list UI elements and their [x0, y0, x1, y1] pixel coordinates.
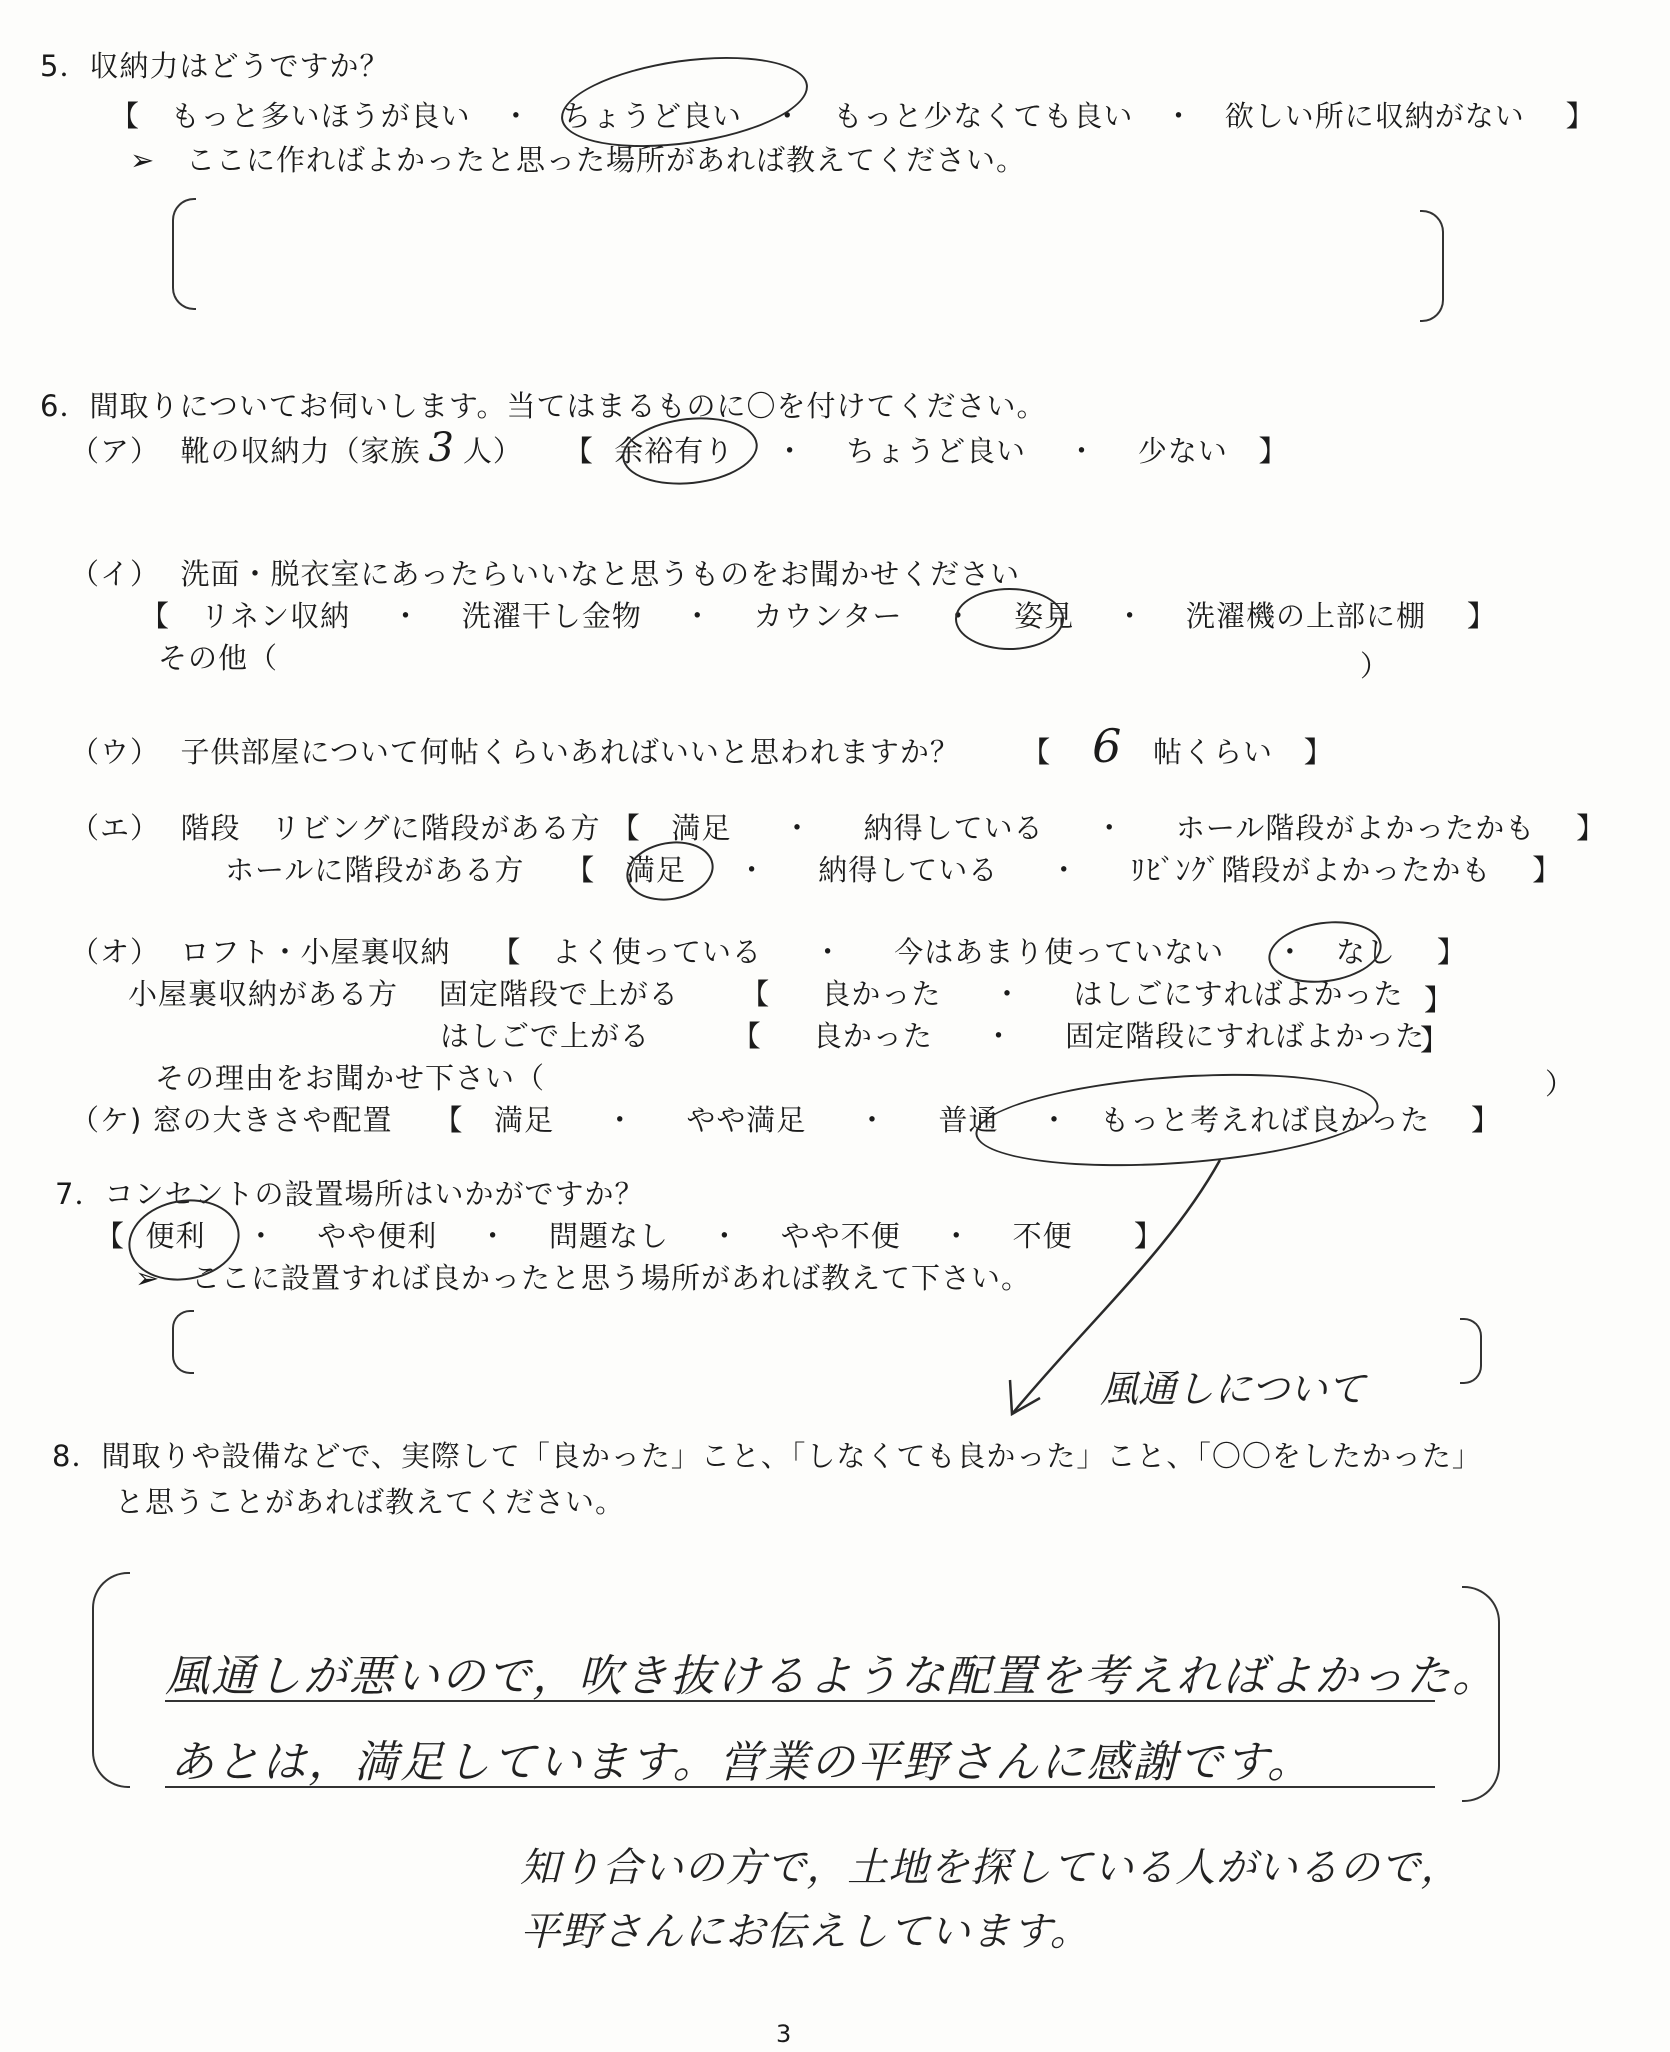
bracket-open: 【	[110, 99, 141, 133]
q8-title-line1: 8．間取りや設備などで、実際して「良かった」こと、「しなくても良かった」こと、「〇〇をしたかった」	[52, 1439, 1482, 1473]
q5-opt-more[interactable]: もっと多いほうが良い	[170, 99, 471, 133]
separator: ・	[246, 1219, 277, 1253]
q6i-opt-linen[interactable]: リネン収納	[200, 599, 351, 633]
q6o-label: （オ）	[70, 935, 161, 969]
q6e-row2-opt-accept[interactable]: 納得している	[818, 853, 999, 887]
q6-title: 6．間取りについてお伺いします。当てはまるものに〇を付けてください。	[40, 389, 1047, 423]
q7-opt-inconvenient[interactable]: 不便	[1012, 1219, 1073, 1253]
q6o-ladder-label: はしごで上がる	[440, 1019, 651, 1053]
q6o-ladder-close: 】	[1420, 1023, 1451, 1057]
arrow-bullet-icon: ➢	[130, 143, 156, 177]
q6o-text: ロフト・小屋裏収納	[180, 935, 451, 969]
separator: ・	[1275, 935, 1306, 969]
q7-title: 7．コンセントの設置場所はいかがですか？	[55, 1177, 645, 1211]
q6e-row2-opt-living[interactable]: ﾘﾋﾞﾝｸﾞ階段がよかったかも	[1130, 853, 1492, 887]
separator: ・	[1094, 811, 1125, 845]
q7-opt-somewhat-convenient[interactable]: やや便利	[317, 1219, 438, 1253]
q8-answer-line1[interactable]: 風通しが悪いので，吹き抜けるような配置を考えればよかった。	[165, 1651, 1499, 1702]
q6u-value[interactable]: 6	[1092, 719, 1123, 773]
q6u-unit: 帖くらい	[1153, 735, 1274, 769]
q6e-row1-label: リビングに階段がある方	[271, 811, 601, 845]
page-number: 3	[776, 2020, 793, 2048]
q6o-opt-none[interactable]: なし	[1336, 935, 1397, 969]
q6e-text: 階段	[180, 811, 241, 845]
q6ke-opt-somewhat[interactable]: やや満足	[686, 1103, 807, 1137]
bracket-close: 】	[1471, 1103, 1502, 1137]
bracket-close: 】	[1466, 599, 1497, 633]
bracket-close: 】	[1532, 853, 1563, 887]
separator: ・	[390, 599, 421, 633]
bracket-close: 】	[1436, 935, 1467, 969]
q6o-opt-rarely[interactable]: 今はあまり使っていない	[894, 935, 1225, 969]
q8-extra-line2: 平野さんにお伝えしています。	[520, 1909, 1091, 1955]
q6i-text: 洗面・脱衣室にあったらいいなと思うものをお聞かせください	[180, 557, 1021, 591]
q6ke-opt-think-more[interactable]: もっと考えれば良かった	[1100, 1103, 1431, 1137]
bracket-close: 】	[1303, 735, 1334, 769]
separator: ・	[1039, 1103, 1070, 1137]
q6a-opt-plenty[interactable]: 余裕有り	[614, 434, 735, 468]
q6e-row2-label: ホールに階段がある方	[225, 853, 525, 887]
separator: ・	[943, 599, 974, 633]
separator: ・	[941, 1219, 972, 1253]
separator: ・	[857, 1103, 888, 1137]
q6e-row1-opt-satisfied[interactable]: 満足	[671, 811, 732, 845]
q7-sub-text: ここに設置すれば良かったと思う場所があれば教えて下さい。	[190, 1261, 1031, 1295]
q8-answer-line2[interactable]: あとは，満足しています。営業の平野さんに感謝です。	[170, 1737, 1313, 1788]
annotation-arrow-line	[1012, 1160, 1220, 1414]
separator: ・	[682, 599, 713, 633]
separator: ・	[1066, 434, 1097, 468]
q6e-row2-opt-satisfied[interactable]: 満足	[625, 853, 686, 887]
q6a-label: （ア）	[70, 434, 161, 468]
q5-opt-missing[interactable]: 欲しい所に収納がない	[1224, 99, 1525, 133]
bracket-close: 】	[1258, 434, 1289, 468]
bracket-open: 【	[433, 1103, 464, 1137]
q7-opt-no-problem[interactable]: 問題なし	[549, 1219, 670, 1253]
q8-extra-line1: 知り合いの方で，土地を探している人がいるので，	[520, 1845, 1462, 1891]
q7-opt-convenient[interactable]: 便利	[145, 1219, 206, 1253]
q6e-label: （エ）	[70, 811, 161, 845]
q5-title: 5．収納力はどうですか？	[40, 49, 390, 83]
q6i-opt-shelf[interactable]: 洗濯機の上部に棚	[1186, 599, 1427, 633]
separator: ・	[501, 99, 532, 133]
q6a-text-pre: 靴の収納力（家族	[180, 434, 421, 468]
bracket-open: 【	[610, 811, 641, 845]
q6ke-text: 窓の大きさや配置	[152, 1103, 393, 1137]
bracket-open: 【	[1021, 735, 1052, 769]
q6e-row1-opt-accept[interactable]: 納得している	[863, 811, 1044, 845]
separator: ・	[782, 811, 813, 845]
separator: ・	[478, 1219, 509, 1253]
q6o-opt-often[interactable]: よく使っている	[552, 935, 763, 969]
bracket-open: 【	[565, 853, 596, 887]
q6o-fixed-opt-good[interactable]: 良かった	[821, 977, 942, 1011]
bracket-open: 【	[95, 1219, 126, 1253]
q5-sub-text: ここに作ればよかったと思った場所があれば教えてください。	[185, 143, 1026, 177]
separator: ・	[737, 853, 768, 887]
q6ke-opt-satisfied[interactable]: 満足	[494, 1103, 555, 1137]
q7-handwritten-note: 風通しについて	[1100, 1367, 1366, 1411]
q6o-fixed-opt-ladder[interactable]: はしごにすればよかった	[1073, 977, 1404, 1011]
q5-opt-less[interactable]: もっと少なくても良い	[833, 99, 1134, 133]
separator: ・	[709, 1219, 740, 1253]
separator: ・	[772, 99, 803, 133]
q6e-row1-opt-hall[interactable]: ホール階段がよかったかも	[1175, 811, 1536, 845]
separator: ・	[1115, 599, 1146, 633]
bracket-close: 】	[1576, 811, 1607, 845]
q6o-reason-close: ）	[1545, 1067, 1576, 1101]
q5-opt-just-right[interactable]: ちょうど良い	[562, 99, 743, 133]
q6ke-opt-normal[interactable]: 普通	[938, 1103, 999, 1137]
q6i-opt-drying[interactable]: 洗濯干し金物	[461, 599, 642, 633]
bracket-open: 【	[140, 599, 171, 633]
separator: ・	[813, 935, 844, 969]
q6a-family-count[interactable]: 3	[428, 425, 455, 471]
q6i-opt-counter[interactable]: カウンター	[753, 599, 903, 633]
bracket-close: 】	[1133, 1219, 1164, 1253]
q6i-other-close: ）	[1360, 649, 1391, 683]
separator: ・	[775, 434, 806, 468]
separator: ・	[983, 1019, 1014, 1053]
q6a-text-post: 人）	[462, 434, 523, 468]
q6u-text: 子供部屋について何帖くらいあればいいと思われますか？	[180, 735, 960, 769]
q6o-fixed-close: 】	[1424, 983, 1455, 1017]
arrow-bullet-icon: ➢	[135, 1261, 161, 1295]
bracket-open: 【	[563, 434, 594, 468]
q8-title-line2: と思うことがあれば教えてください。	[115, 1485, 626, 1519]
separator: ・	[992, 977, 1023, 1011]
q6o-attic-label: 小屋裏収納がある方	[128, 977, 399, 1011]
bracket-open: 【	[731, 1019, 762, 1053]
q6i-label: （イ）	[70, 557, 161, 591]
q6o-ladder-opt-good[interactable]: 良かった	[812, 1019, 933, 1053]
q6o-ladder-opt-fixed[interactable]: 固定階段にすればよかった	[1065, 1019, 1426, 1053]
bracket-close: 】	[1565, 99, 1596, 133]
separator: ・	[1049, 853, 1080, 887]
q6a-opt-just-right[interactable]: ちょうど良い	[846, 434, 1027, 468]
separator: ・	[605, 1103, 636, 1137]
q6ke-label: （ケ)	[70, 1103, 143, 1137]
q6u-label: （ウ）	[70, 735, 161, 769]
q6i-other: その他（	[158, 641, 279, 675]
bracket-open: 【	[740, 977, 771, 1011]
bracket-open: 【	[491, 935, 522, 969]
q6o-fixed-label: 固定階段で上がる	[438, 977, 679, 1011]
q7-opt-somewhat-inconvenient[interactable]: やや不便	[780, 1219, 901, 1253]
q6o-reason: その理由をお聞かせ下さい（	[155, 1061, 546, 1095]
separator: ・	[1164, 99, 1195, 133]
q6a-opt-few[interactable]: 少ない	[1137, 434, 1228, 468]
q6i-opt-mirror[interactable]: 姿見	[1014, 599, 1075, 633]
